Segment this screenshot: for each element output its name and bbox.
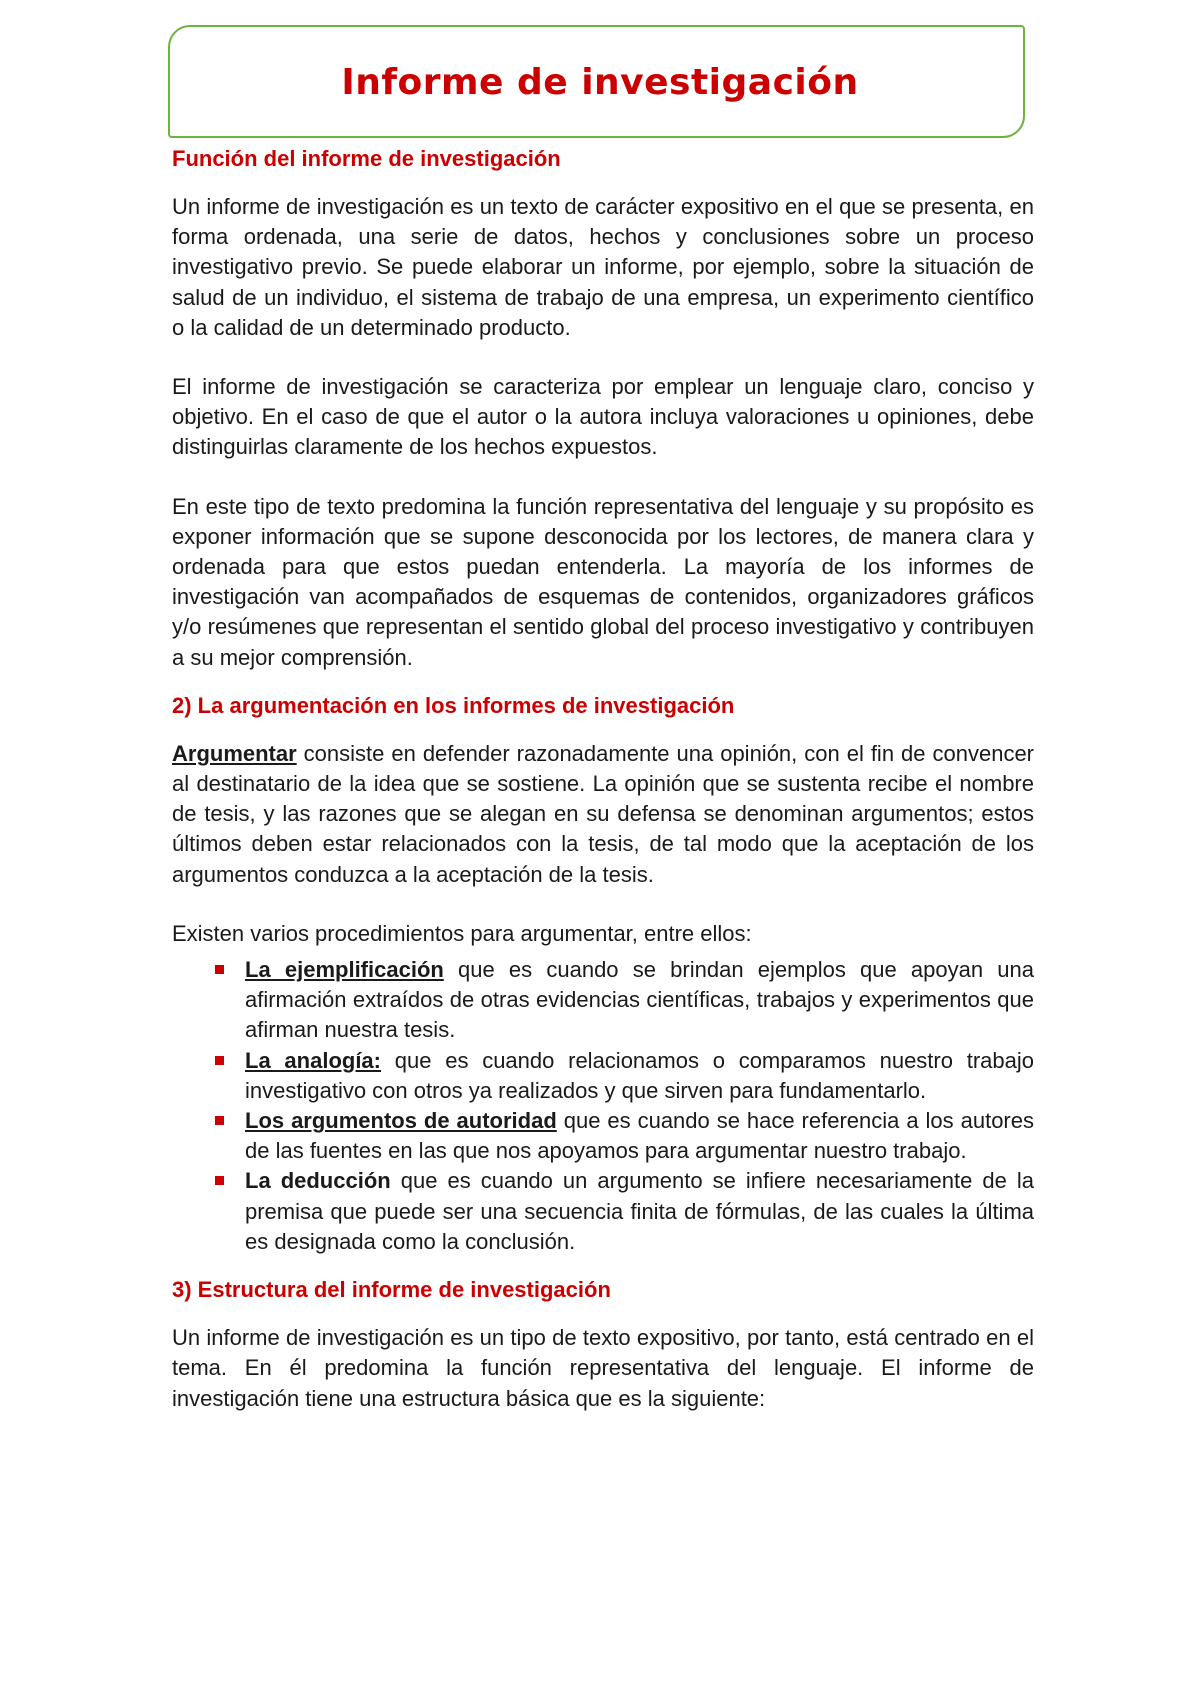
section-heading-estructura: 3) Estructura del informe de investigación (172, 1277, 611, 1303)
list-item-term: La analogía: (245, 1047, 381, 1073)
list-item-term: La deducción (245, 1168, 391, 1194)
list-item-term: La ejemplificación (245, 957, 444, 983)
section-heading-funcion: Función del informe de investigación (172, 146, 561, 171)
paragraph-text: consiste en defender razonadamente una opinión, con el fin de convencer al destinatario de la idea que se sostiene. La opinión que se sustenta recibe el nombre de tesis, y las razones que se alegan en su defensa se denominan argumentos; estos últimos deben estar relacionados con la tesis, de tal modo que la aceptación de los argumentos conduzca a la aceptación de la tesis. (172, 740, 1034, 887)
list-item (245, 955, 1034, 1046)
bullet-square-icon (215, 1176, 224, 1185)
bullet-square-icon (215, 1056, 224, 1065)
paragraph: En este tipo de texto predomina la función representativa del lenguaje y su propósito es exponer información que se supone desconocida por los lectores, de manera clara y ordenada para que estos puedan entenderla. La mayoría de los informes de investigación van acompañados de esquemas de contenidos, organizadores gráficos y/o resúmenes que representan el sentido global del proceso investigativo y contribuyen a su mejor comprensión. (172, 493, 1034, 670)
document-body (172, 144, 1034, 1414)
procedures-list (172, 955, 1034, 1257)
paragraph-argumentar (172, 739, 1034, 890)
section-heading-argumentacion: 2) La argumentación en los informes de investigación (172, 692, 735, 718)
list-item-term: Los argumentos de autoridad (245, 1108, 557, 1134)
procedures-intro: Existen varios procedimientos para argumentar, entre ellos: (172, 920, 752, 946)
list-item (245, 1166, 1034, 1257)
paragraph: Un informe de investigación es un tipo de texto expositivo, por tanto, está centrado en el tema. En él predomina la función representativa del lenguaje. El informe de investigación tiene una estructura básica que es la siguiente: (172, 1325, 1034, 1411)
list-item-text: que es cuando relacionamos o comparamos nuestro trabajo investigativo con otros ya realizados y que sirven para fundamentarlo. (245, 1047, 1034, 1103)
paragraph: Un informe de investigación es un texto de carácter expositivo en el que se presenta, en forma ordenada, una serie de datos, hechos y conclusiones sobre un proceso investigativo previo. Se puede elaborar un informe, por ejemplo, sobre la situación de salud de un individuo, el sistema de trabajo de una empresa, un experimento científico o la calidad de un determinado producto. (172, 194, 1034, 340)
bullet-square-icon (215, 965, 224, 974)
list-item (245, 1106, 1034, 1166)
term-argumentar: Argumentar (172, 740, 297, 766)
document-title: Informe de investigación (341, 62, 859, 103)
list-item-text: que es cuando se hace referencia a los autores de las fuentes en las que nos apoyamos para argumentar nuestro trabajo. (245, 1108, 1034, 1164)
paragraph: El informe de investigación se caracteriza por emplear un lenguaje claro, conciso y objetivo. En el caso de que el autor o la autora incluya valoraciones u opiniones, debe distinguirlas claramente de los hechos expuestos. (172, 374, 1034, 460)
list-item-text: que es cuando se brindan ejemplos que apoyan una afirmación extraídos de otras evidencias científicas, trabajos y experimentos que afirman nuestra tesis. (245, 957, 1035, 1043)
list-item-text: que es cuando un argumento se infiere necesariamente de la premisa que puede ser una secuencia finita de fórmulas, de las cuales la última es designada como la conclusión. (245, 1168, 1034, 1254)
bullet-square-icon (215, 1116, 224, 1125)
list-item (245, 1046, 1034, 1106)
